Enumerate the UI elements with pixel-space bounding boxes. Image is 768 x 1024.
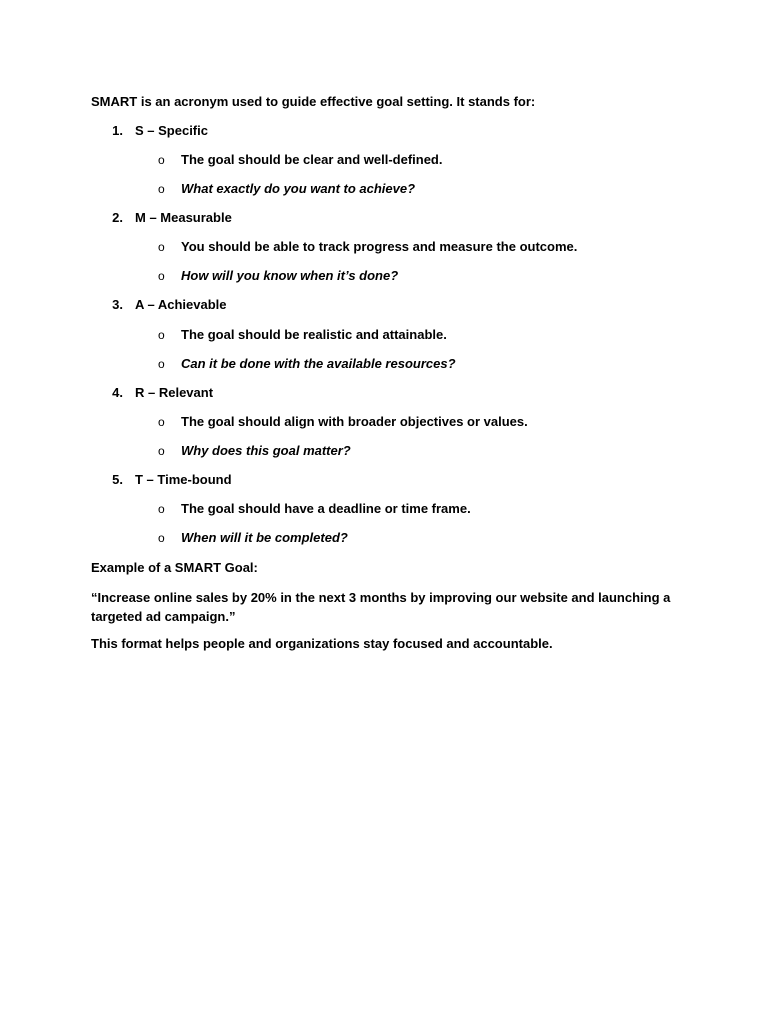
example-heading: Example of a SMART Goal: — [91, 560, 258, 575]
closing-text: This format helps people and organizations stay focused and accountable. — [91, 636, 553, 651]
list-item-title: A – Achievable — [135, 297, 227, 312]
bullet-icon: o — [158, 531, 165, 545]
sub-point-question: Can it be done with the available resources? — [181, 356, 456, 371]
sub-point-question: Why does this goal matter? — [181, 443, 351, 458]
sub-point: You should be able to track progress and measure the outcome. — [181, 239, 578, 254]
sub-point: The goal should have a deadline or time frame. — [181, 501, 471, 516]
intro-text: SMART is an acronym used to guide effective goal setting. It stands for: — [91, 94, 536, 109]
bullet-icon: o — [158, 240, 165, 254]
bullet-icon: o — [158, 357, 165, 371]
sub-point-question: When will it be completed? — [181, 530, 348, 545]
list-number: 5. — [112, 472, 123, 487]
bullet-icon: o — [158, 328, 165, 342]
bullet-icon: o — [158, 153, 165, 167]
sub-point: The goal should be realistic and attainable. — [181, 327, 447, 342]
list-item-title: M – Measurable — [135, 210, 232, 225]
sub-point: The goal should be clear and well-defined. — [181, 152, 443, 167]
bullet-icon: o — [158, 502, 165, 516]
sub-point: The goal should align with broader objectives or values. — [181, 414, 528, 429]
bullet-icon: o — [158, 415, 165, 429]
list-item-title: T – Time-bound — [135, 472, 232, 487]
bullet-icon: o — [158, 269, 165, 283]
list-item-title: S – Specific — [135, 123, 208, 138]
list-number: 1. — [112, 123, 123, 138]
bullet-icon: o — [158, 182, 165, 196]
bullet-icon: o — [158, 444, 165, 458]
list-number: 4. — [112, 385, 123, 400]
list-number: 3. — [112, 297, 123, 312]
example-quote: “Increase online sales by 20% in the next 3 months by improving our website and launching a targeted ad campaign.” — [91, 590, 671, 624]
sub-point-question: How will you know when it’s done? — [181, 268, 399, 283]
list-item-title: R – Relevant — [135, 385, 214, 400]
sub-point-question: What exactly do you want to achieve? — [181, 181, 416, 196]
list-number: 2. — [112, 210, 123, 225]
